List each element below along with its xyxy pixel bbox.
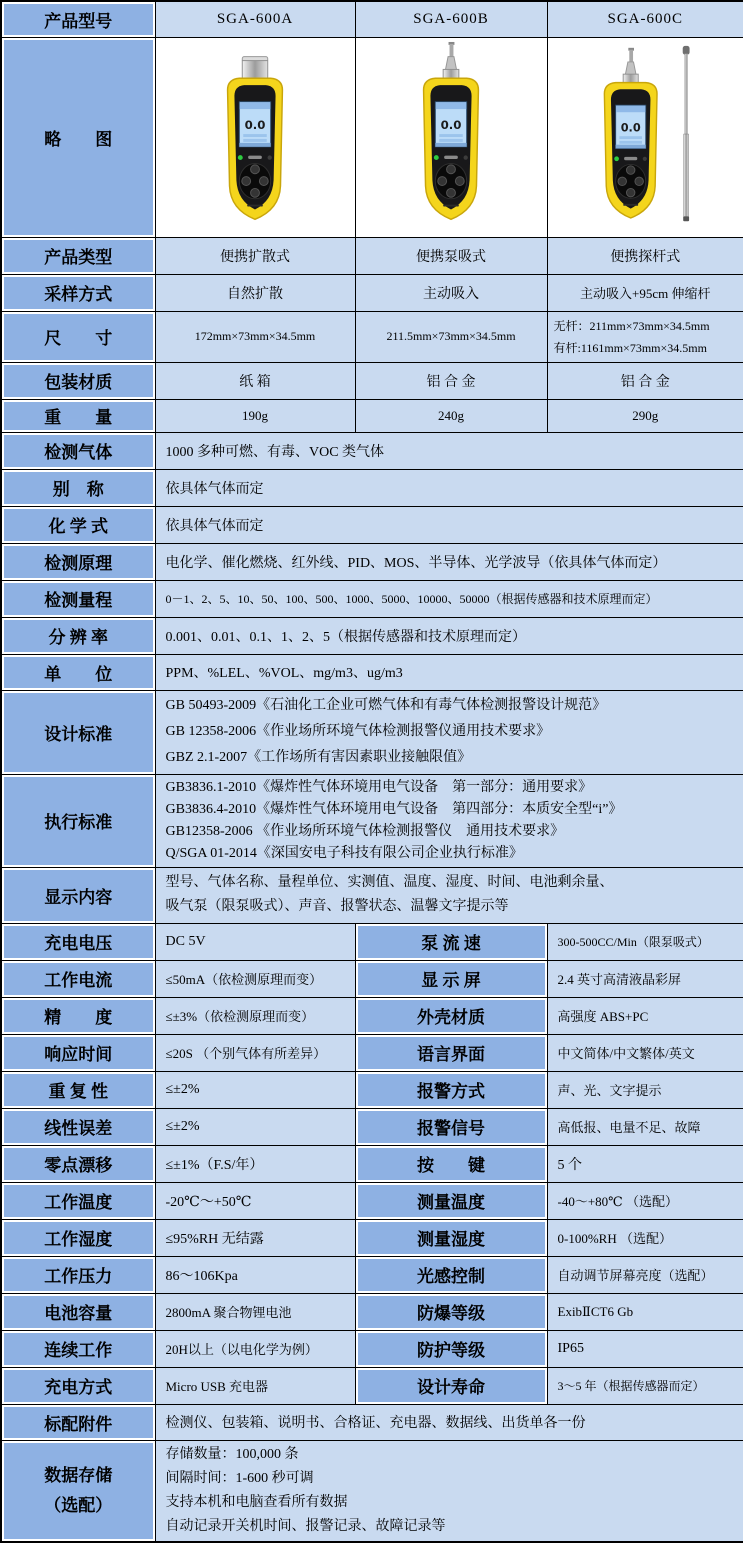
spec-value: 便携扩散式: [155, 237, 355, 274]
spec-value: 便携泵吸式: [355, 237, 547, 274]
device-screen-reading: 0.0: [620, 121, 641, 135]
spec-value: 2800mA 聚合物锂电池: [155, 1293, 355, 1330]
spec-value: 5 个: [547, 1145, 743, 1182]
device-led: [238, 155, 243, 160]
device-screen-reading: 0.0: [440, 118, 462, 133]
spec-value: 190g: [155, 399, 355, 432]
row-label-shell-material: 外壳材质: [355, 997, 547, 1034]
spec-value: 依具体气体而定: [155, 469, 743, 506]
spec-value: 高强度 ABS+PC: [547, 997, 743, 1034]
row-label-detected-gas: 检测气体: [1, 432, 155, 469]
row-label-response-time: 响应时间: [1, 1034, 155, 1071]
row-label-charging-method: 充电方式: [1, 1367, 155, 1404]
row-label-measuring-temperature: 测量温度: [355, 1182, 547, 1219]
spec-value: ≤±1%（F.S/年）: [155, 1145, 355, 1182]
row-label-zero-drift: 零点漂移: [1, 1145, 155, 1182]
spec-value: 0.001、0.01、0.1、1、2、5（根据传感器和技术原理而定）: [155, 617, 743, 654]
row-label-detection-range: 检测量程: [1, 580, 155, 617]
spec-value: DC 5V: [155, 923, 355, 960]
device-led: [614, 156, 619, 161]
row-label-product-model: 产品型号: [1, 1, 155, 37]
spec-value: 主动吸入+95cm 伸缩杆: [547, 274, 743, 311]
row-label-charging-voltage: 充电电压: [1, 923, 155, 960]
row-label-explosion-proof-rating: 防爆等级: [355, 1293, 547, 1330]
spec-value: 0-100%RH （选配）: [547, 1219, 743, 1256]
row-label-detection-principle: 检测原理: [1, 543, 155, 580]
device-illustration-sga-600c: [580, 41, 710, 233]
row-label-data-storage: 数据存储 （选配）: [1, 1440, 155, 1542]
row-label-working-pressure: 工作压力: [1, 1256, 155, 1293]
model-name-sga-600a: SGA-600A: [155, 1, 355, 37]
spec-value: 自动调节屏幕亮度（选配）: [547, 1256, 743, 1293]
spec-value: 便携探杆式: [547, 237, 743, 274]
row-label-dimensions: 尺 寸: [1, 311, 155, 362]
spec-value: 172mm×73mm×34.5mm: [155, 311, 355, 362]
row-label-protection-rating: 防护等级: [355, 1330, 547, 1367]
row-label-display-content: 显示内容: [1, 867, 155, 923]
device-image-cell-b: [355, 37, 547, 237]
spec-value: 3～5 年（根据传感器而定）: [547, 1367, 743, 1404]
device-illustration-sga-600b: [386, 41, 516, 233]
spec-value: 主动吸入: [355, 274, 547, 311]
row-label-linearity-error: 线性误差: [1, 1108, 155, 1145]
row-label-accuracy: 精 度: [1, 997, 155, 1034]
spec-value: IP65: [547, 1330, 743, 1367]
row-label-product-type: 产品类型: [1, 237, 155, 274]
spec-value: 211.5mm×73mm×34.5mm: [355, 311, 547, 362]
row-label-sketch: 略 图: [1, 37, 155, 237]
device-image-cell-a: [155, 37, 355, 237]
spec-value: 1000 多种可燃、有毒、VOC 类气体: [155, 432, 743, 469]
row-label-standard-accessories: 标配附件: [1, 1404, 155, 1440]
spec-value: Micro USB 充电器: [155, 1367, 355, 1404]
row-label-design-standards: 设计标准: [1, 690, 155, 774]
spec-value-multiline: 型号、气体名称、量程单位、实测值、温度、湿度、时间、电池剩余量、 吸气泵（限泵吸式）、声音、报警状态、温馨文字提示等: [155, 867, 743, 923]
spec-value: 检测仪、包装箱、说明书、合格证、充电器、数据线、出货单各一份: [155, 1404, 743, 1440]
spec-value: ≤95%RH 无结露: [155, 1219, 355, 1256]
spec-value-multiline: GB 50493-2009《石油化工企业可燃气体和有毒气体检测报警设计规范》 GB 12358-2006《作业场所环境气体检测报警仪通用技术要求》 GBZ 2.1-2007《工作场所有害因素职业接触限值》: [155, 690, 743, 774]
spec-value: ≤±3%（依检测原理而变）: [155, 997, 355, 1034]
device-screen-reading: 0.0: [244, 118, 266, 133]
spec-value: 290g: [547, 399, 743, 432]
row-label-design-life: 设计寿命: [355, 1367, 547, 1404]
spec-value: ExibⅡCT6 Gb: [547, 1293, 743, 1330]
spec-value-multiline: 存储数量：100,000 条 间隔时间：1-600 秒可调 支持本机和电脑查看所有数据 自动记录开关机时间、报警记录、故障记录等: [155, 1440, 743, 1542]
row-label-display-screen: 显 示 屏: [355, 960, 547, 997]
spec-value: 铝 合 金: [547, 362, 743, 399]
row-label-pump-flow: 泵 流 速: [355, 923, 547, 960]
spec-value: 中文简体/中文繁体/英文: [547, 1034, 743, 1071]
spec-value: 0－1、2、5、10、50、100、500、1000、5000、10000、50000（根据传感器和技术原理而定）: [155, 580, 743, 617]
row-label-repeatability: 重 复 性: [1, 1071, 155, 1108]
row-label-chemical-formula: 化 学 式: [1, 506, 155, 543]
spec-value: 电化学、催化燃烧、红外线、PID、MOS、半导体、光学波导（依具体气体而定）: [155, 543, 743, 580]
row-label-alias: 别 称: [1, 469, 155, 506]
row-label-buttons: 按 键: [355, 1145, 547, 1182]
row-label-resolution: 分 辨 率: [1, 617, 155, 654]
row-label-continuous-operation: 连续工作: [1, 1330, 155, 1367]
row-label-sampling-method: 采样方式: [1, 274, 155, 311]
spec-value-multiline: GB3836.1-2010《爆炸性气体环境用电气设备 第一部分：通用要求》 GB3836.4-2010《爆炸性气体环境用电气设备 第四部分：本质安全型“i”》 GB12358-2006 《作业场所环境气体检测报警仪 通用技术要求》 Q/SGA 01-2014《深国安电子科技有限公司企业执行标准》: [155, 774, 743, 867]
spec-value-multiline: 无杆：211mm×73mm×34.5mm 有杆:1161mm×73mm×34.5mm: [547, 311, 743, 362]
row-label-alarm-signal: 报警信号: [355, 1108, 547, 1145]
model-name-sga-600c: SGA-600C: [547, 1, 743, 37]
device-illustration-sga-600a: [190, 41, 320, 233]
spec-value: 依具体气体而定: [155, 506, 743, 543]
spec-value: PPM、%LEL、%VOL、mg/m3、ug/m3: [155, 654, 743, 690]
telescopic-probe-rod: [683, 46, 690, 221]
row-label-units: 单 位: [1, 654, 155, 690]
spec-value: ≤50mA（依检测原理而变）: [155, 960, 355, 997]
row-label-working-current: 工作电流: [1, 960, 155, 997]
spec-value: 声、光、文字提示: [547, 1071, 743, 1108]
spec-value: 240g: [355, 399, 547, 432]
row-label-light-sensing-control: 光感控制: [355, 1256, 547, 1293]
spec-value: -20℃～+50℃: [155, 1182, 355, 1219]
row-label-execution-standards: 执行标准: [1, 774, 155, 867]
spec-value: 纸 箱: [155, 362, 355, 399]
spec-value: 86～106Kpa: [155, 1256, 355, 1293]
row-label-weight: 重 量: [1, 399, 155, 432]
spec-value: ≤±2%: [155, 1108, 355, 1145]
spec-value: 铝 合 金: [355, 362, 547, 399]
row-label-language-ui: 语言界面: [355, 1034, 547, 1071]
spec-value: ≤±2%: [155, 1071, 355, 1108]
row-label-measuring-humidity: 测量湿度: [355, 1219, 547, 1256]
row-label-working-temperature: 工作温度: [1, 1182, 155, 1219]
model-name-sga-600b: SGA-600B: [355, 1, 547, 37]
spec-value: ≤20S （个别气体有所差异）: [155, 1034, 355, 1071]
row-label-battery-capacity: 电池容量: [1, 1293, 155, 1330]
spec-value: 自然扩散: [155, 274, 355, 311]
device-image-cell-c: [547, 37, 743, 237]
spec-value: 高低报、电量不足、故障: [547, 1108, 743, 1145]
row-label-alarm-mode: 报警方式: [355, 1071, 547, 1108]
row-label-packaging-material: 包装材质: [1, 362, 155, 399]
spec-value: -40～+80℃ （选配）: [547, 1182, 743, 1219]
spec-value: 2.4 英寸高清液晶彩屏: [547, 960, 743, 997]
row-label-working-humidity: 工作湿度: [1, 1219, 155, 1256]
spec-value: 300-500CC/Min（限泵吸式）: [547, 923, 743, 960]
device-led: [434, 155, 439, 160]
spec-value: 20H以上（以电化学为例）: [155, 1330, 355, 1367]
